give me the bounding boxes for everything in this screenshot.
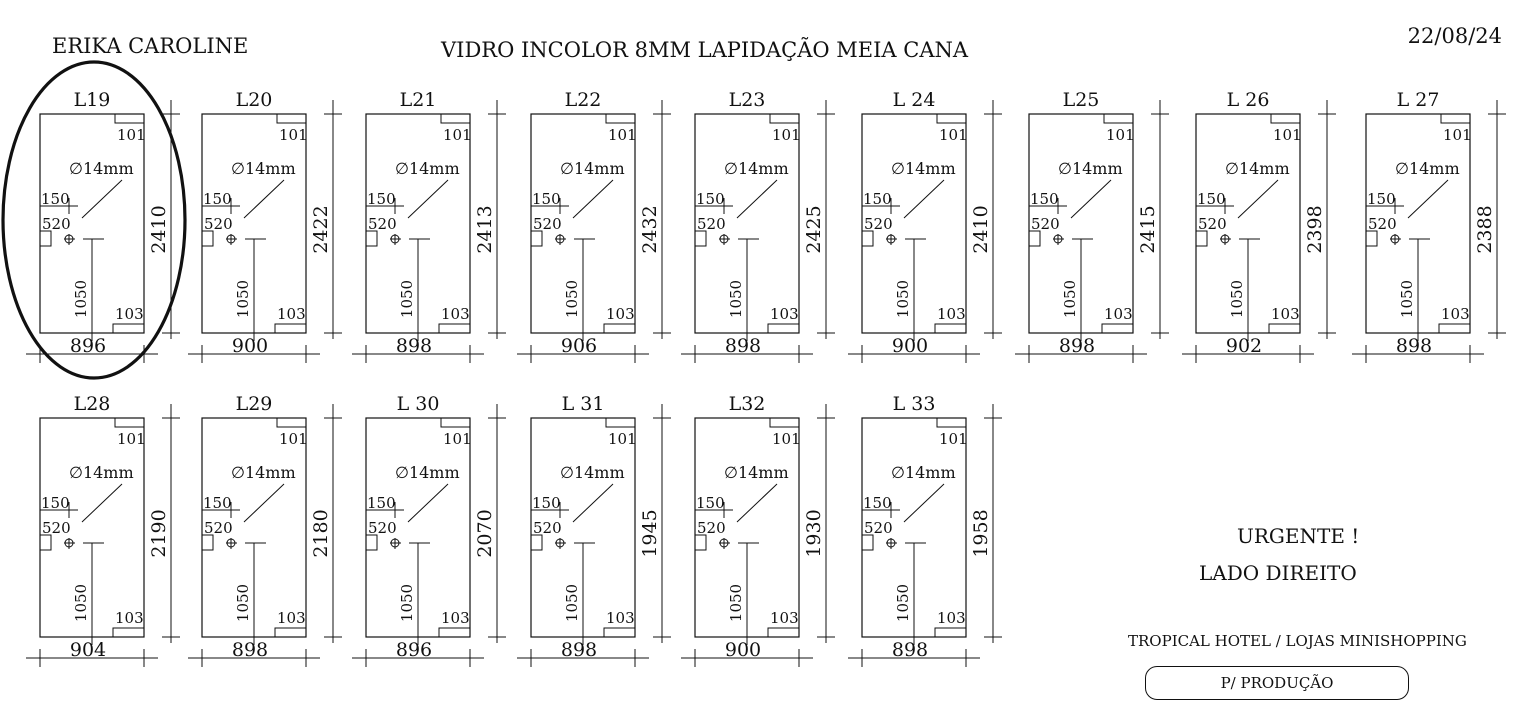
panel-label: L 33 bbox=[892, 393, 936, 415]
offset-520-label: 520 bbox=[864, 215, 893, 233]
offset-520-label: 520 bbox=[368, 519, 397, 537]
height-dimension-label: 2422 bbox=[310, 205, 332, 254]
width-dimension-label: 904 bbox=[69, 639, 107, 661]
hole-diameter-label: ∅14mm bbox=[724, 463, 789, 482]
glass-panel bbox=[848, 89, 1002, 363]
hole-diameter-label: ∅14mm bbox=[231, 159, 296, 178]
width-dimension-label: 898 bbox=[1395, 335, 1433, 357]
glass-panel bbox=[681, 393, 835, 667]
hole-diameter-label: ∅14mm bbox=[395, 159, 460, 178]
offset-150-label: 150 bbox=[367, 190, 396, 208]
corner-notch-bottom bbox=[935, 628, 966, 637]
corner-notch-top bbox=[277, 114, 306, 123]
width-dimension-label: 898 bbox=[724, 335, 762, 357]
corner-notch-bottom bbox=[1439, 324, 1470, 333]
width-dimension-label: 902 bbox=[1225, 335, 1263, 357]
dimension-line bbox=[737, 484, 777, 522]
corner-bottom-label: 103 bbox=[606, 305, 635, 323]
height-dimension-label: 1945 bbox=[639, 509, 661, 558]
dimension-line bbox=[82, 484, 122, 522]
width-dimension-label: 896 bbox=[395, 639, 433, 661]
offset-150-label: 150 bbox=[41, 494, 70, 512]
offset-1050-label: 1050 bbox=[1061, 279, 1079, 319]
offset-1050-label: 1050 bbox=[727, 279, 745, 319]
offset-1050-label: 1050 bbox=[398, 279, 416, 319]
offset-150-label: 150 bbox=[203, 190, 232, 208]
hinge-cutout bbox=[862, 231, 873, 246]
offset-520-label: 520 bbox=[533, 215, 562, 233]
corner-top-label: 101 bbox=[772, 126, 801, 144]
panel-label: L22 bbox=[564, 89, 602, 111]
glass-panel bbox=[848, 393, 1002, 667]
glass-panel bbox=[352, 393, 506, 667]
corner-bottom-label: 103 bbox=[441, 305, 470, 323]
hinge-cutout bbox=[1196, 231, 1207, 246]
corner-notch-top bbox=[115, 418, 144, 427]
hole-diameter-label: ∅14mm bbox=[724, 159, 789, 178]
corner-notch-top bbox=[606, 114, 635, 123]
corner-notch-bottom bbox=[1269, 324, 1300, 333]
height-dimension-label: 2180 bbox=[310, 509, 332, 558]
offset-1050-label: 1050 bbox=[894, 583, 912, 623]
corner-notch-bottom bbox=[113, 628, 144, 637]
corner-bottom-label: 103 bbox=[277, 609, 306, 627]
offset-150-label: 150 bbox=[532, 190, 561, 208]
width-dimension-label: 898 bbox=[891, 639, 929, 661]
corner-notch-bottom bbox=[1102, 324, 1133, 333]
client-name: ERIKA CAROLINE bbox=[52, 34, 249, 58]
height-dimension-label: 2432 bbox=[639, 205, 661, 254]
corner-bottom-label: 103 bbox=[1104, 305, 1133, 323]
offset-1050-label: 1050 bbox=[894, 279, 912, 319]
corner-bottom-label: 103 bbox=[441, 609, 470, 627]
corner-notch-bottom bbox=[768, 324, 799, 333]
corner-top-label: 101 bbox=[1273, 126, 1302, 144]
dimension-line bbox=[904, 484, 944, 522]
corner-bottom-label: 103 bbox=[277, 305, 306, 323]
hole-diameter-label: ∅14mm bbox=[891, 159, 956, 178]
dimension-line bbox=[244, 484, 284, 522]
panel-label: L 30 bbox=[396, 393, 440, 415]
offset-1050-label: 1050 bbox=[563, 279, 581, 319]
offset-150-label: 150 bbox=[696, 190, 725, 208]
glass-panel bbox=[517, 393, 671, 667]
corner-notch-bottom bbox=[935, 324, 966, 333]
offset-520-label: 520 bbox=[864, 519, 893, 537]
offset-1050-label: 1050 bbox=[727, 583, 745, 623]
height-dimension-label: 2190 bbox=[148, 509, 170, 558]
offset-1050-label: 1050 bbox=[398, 583, 416, 623]
offset-1050-label: 1050 bbox=[234, 583, 252, 623]
corner-top-label: 101 bbox=[608, 126, 637, 144]
corner-notch-top bbox=[1104, 114, 1133, 123]
corner-notch-bottom bbox=[275, 628, 306, 637]
dimension-line bbox=[408, 484, 448, 522]
width-dimension-label: 898 bbox=[560, 639, 598, 661]
side-note: LADO DIREITO bbox=[1199, 561, 1357, 585]
hole-diameter-label: ∅14mm bbox=[891, 463, 956, 482]
width-dimension-label: 906 bbox=[560, 335, 598, 357]
corner-bottom-label: 103 bbox=[1441, 305, 1470, 323]
offset-1050-label: 1050 bbox=[563, 583, 581, 623]
offset-520-label: 520 bbox=[697, 215, 726, 233]
panel-label: L25 bbox=[1062, 89, 1100, 111]
height-dimension-label: 2410 bbox=[970, 205, 992, 254]
offset-150-label: 150 bbox=[532, 494, 561, 512]
corner-notch-top bbox=[277, 418, 306, 427]
corner-bottom-label: 103 bbox=[937, 305, 966, 323]
height-dimension-label: 1958 bbox=[970, 509, 992, 558]
glass-panel bbox=[1352, 89, 1506, 363]
status-label: P/ PRODUÇÃO bbox=[1220, 674, 1334, 692]
corner-notch-top bbox=[115, 114, 144, 123]
offset-150-label: 150 bbox=[203, 494, 232, 512]
hinge-cutout bbox=[366, 535, 377, 550]
hinge-cutout bbox=[531, 231, 542, 246]
offset-520-label: 520 bbox=[204, 519, 233, 537]
panel-label: L29 bbox=[235, 393, 273, 415]
hinge-cutout bbox=[1029, 231, 1040, 246]
corner-top-label: 101 bbox=[1443, 126, 1472, 144]
urgent-note: URGENTE ! bbox=[1237, 524, 1360, 548]
hinge-cutout bbox=[366, 231, 377, 246]
height-dimension-label: 1930 bbox=[803, 509, 825, 558]
height-dimension-label: 2415 bbox=[1137, 205, 1159, 254]
offset-520-label: 520 bbox=[1031, 215, 1060, 233]
corner-notch-bottom bbox=[604, 324, 635, 333]
height-dimension-label: 2425 bbox=[803, 205, 825, 254]
dimension-line bbox=[408, 180, 448, 218]
glass-panel bbox=[26, 393, 180, 667]
dimension-line bbox=[1071, 180, 1111, 218]
hinge-cutout bbox=[202, 535, 213, 550]
offset-520-label: 520 bbox=[697, 519, 726, 537]
glass-panel bbox=[1015, 89, 1169, 363]
offset-520-label: 520 bbox=[1368, 215, 1397, 233]
date-label: 22/08/24 bbox=[1407, 24, 1502, 48]
corner-notch-bottom bbox=[439, 324, 470, 333]
dimension-line bbox=[904, 180, 944, 218]
offset-520-label: 520 bbox=[204, 215, 233, 233]
corner-top-label: 101 bbox=[1106, 126, 1135, 144]
offset-150-label: 150 bbox=[696, 494, 725, 512]
height-dimension-label: 2413 bbox=[474, 205, 496, 254]
corner-notch-top bbox=[606, 418, 635, 427]
width-dimension-label: 900 bbox=[231, 335, 269, 357]
panel-label: L20 bbox=[235, 89, 273, 111]
corner-top-label: 101 bbox=[608, 430, 637, 448]
panel-label: L 26 bbox=[1226, 89, 1270, 111]
dimension-line bbox=[737, 180, 777, 218]
height-dimension-label: 2070 bbox=[474, 509, 496, 558]
material-spec: VIDRO INCOLOR 8MM LAPIDAÇÃO MEIA CANA bbox=[441, 38, 969, 62]
corner-notch-top bbox=[1271, 114, 1300, 123]
corner-notch-bottom bbox=[439, 628, 470, 637]
dimension-line bbox=[573, 484, 613, 522]
corner-bottom-label: 103 bbox=[770, 609, 799, 627]
corner-top-label: 101 bbox=[117, 126, 146, 144]
panel-label: L19 bbox=[73, 89, 111, 111]
offset-520-label: 520 bbox=[533, 519, 562, 537]
width-dimension-label: 898 bbox=[231, 639, 269, 661]
corner-notch-bottom bbox=[113, 324, 144, 333]
hole-diameter-label: ∅14mm bbox=[1058, 159, 1123, 178]
corner-notch-top bbox=[770, 418, 799, 427]
offset-520-label: 520 bbox=[42, 519, 71, 537]
dimension-line bbox=[1238, 180, 1278, 218]
dimension-line bbox=[82, 180, 122, 218]
hole-diameter-label: ∅14mm bbox=[231, 463, 296, 482]
hinge-cutout bbox=[531, 535, 542, 550]
corner-bottom-label: 103 bbox=[606, 609, 635, 627]
width-dimension-label: 900 bbox=[891, 335, 929, 357]
corner-top-label: 101 bbox=[443, 430, 472, 448]
hole-diameter-label: ∅14mm bbox=[1225, 159, 1290, 178]
width-dimension-label: 896 bbox=[69, 335, 107, 357]
offset-1050-label: 1050 bbox=[72, 279, 90, 319]
corner-notch-top bbox=[770, 114, 799, 123]
offset-150-label: 150 bbox=[1197, 190, 1226, 208]
glass-panel bbox=[1182, 89, 1336, 363]
hole-diameter-label: ∅14mm bbox=[560, 463, 625, 482]
corner-notch-bottom bbox=[768, 628, 799, 637]
panel-label: L 31 bbox=[561, 393, 605, 415]
offset-150-label: 150 bbox=[1367, 190, 1396, 208]
offset-1050-label: 1050 bbox=[234, 279, 252, 319]
status-button[interactable] bbox=[1145, 666, 1409, 700]
offset-1050-label: 1050 bbox=[1228, 279, 1246, 319]
corner-top-label: 101 bbox=[443, 126, 472, 144]
offset-520-label: 520 bbox=[42, 215, 71, 233]
offset-1050-label: 1050 bbox=[1398, 279, 1416, 319]
glass-panel bbox=[188, 393, 342, 667]
corner-bottom-label: 103 bbox=[115, 305, 144, 323]
hole-diameter-label: ∅14mm bbox=[1395, 159, 1460, 178]
hinge-cutout bbox=[40, 535, 51, 550]
corner-top-label: 101 bbox=[939, 126, 968, 144]
corner-bottom-label: 103 bbox=[937, 609, 966, 627]
width-dimension-label: 900 bbox=[724, 639, 762, 661]
corner-bottom-label: 103 bbox=[115, 609, 144, 627]
hole-diameter-label: ∅14mm bbox=[560, 159, 625, 178]
corner-notch-top bbox=[937, 418, 966, 427]
offset-150-label: 150 bbox=[1030, 190, 1059, 208]
dimension-line bbox=[1408, 180, 1448, 218]
corner-top-label: 101 bbox=[117, 430, 146, 448]
panel-label: L 27 bbox=[1396, 89, 1440, 111]
hinge-cutout bbox=[40, 231, 51, 246]
offset-520-label: 520 bbox=[1198, 215, 1227, 233]
glass-panel bbox=[3, 62, 185, 378]
height-dimension-label: 2410 bbox=[148, 205, 170, 254]
corner-notch-top bbox=[441, 114, 470, 123]
panel-label: L 24 bbox=[892, 89, 936, 111]
hinge-cutout bbox=[695, 535, 706, 550]
glass-panel bbox=[517, 89, 671, 363]
glass-panel bbox=[352, 89, 506, 363]
hinge-cutout bbox=[862, 535, 873, 550]
panel-label: L28 bbox=[73, 393, 111, 415]
glass-panel bbox=[188, 89, 342, 363]
height-dimension-label: 2398 bbox=[1304, 205, 1326, 254]
hinge-cutout bbox=[1366, 231, 1377, 246]
offset-150-label: 150 bbox=[863, 494, 892, 512]
width-dimension-label: 898 bbox=[395, 335, 433, 357]
offset-520-label: 520 bbox=[368, 215, 397, 233]
corner-top-label: 101 bbox=[279, 430, 308, 448]
hinge-cutout bbox=[202, 231, 213, 246]
corner-top-label: 101 bbox=[279, 126, 308, 144]
corner-notch-top bbox=[441, 418, 470, 427]
offset-150-label: 150 bbox=[41, 190, 70, 208]
width-dimension-label: 898 bbox=[1058, 335, 1096, 357]
hole-diameter-label: ∅14mm bbox=[69, 159, 134, 178]
dimension-line bbox=[573, 180, 613, 218]
offset-150-label: 150 bbox=[367, 494, 396, 512]
corner-notch-bottom bbox=[275, 324, 306, 333]
hinge-cutout bbox=[695, 231, 706, 246]
corner-top-label: 101 bbox=[939, 430, 968, 448]
corner-top-label: 101 bbox=[772, 430, 801, 448]
project-name: TROPICAL HOTEL / LOJAS MINISHOPPING bbox=[1128, 632, 1467, 650]
dimension-line bbox=[244, 180, 284, 218]
glass-panel bbox=[681, 89, 835, 363]
panel-label: L21 bbox=[399, 89, 437, 111]
offset-150-label: 150 bbox=[863, 190, 892, 208]
corner-notch-bottom bbox=[604, 628, 635, 637]
offset-1050-label: 1050 bbox=[72, 583, 90, 623]
corner-notch-top bbox=[1441, 114, 1470, 123]
panel-label: L32 bbox=[728, 393, 766, 415]
height-dimension-label: 2388 bbox=[1474, 205, 1496, 254]
hole-diameter-label: ∅14mm bbox=[395, 463, 460, 482]
panel-label: L23 bbox=[728, 89, 766, 111]
corner-notch-top bbox=[937, 114, 966, 123]
corner-bottom-label: 103 bbox=[770, 305, 799, 323]
corner-bottom-label: 103 bbox=[1271, 305, 1300, 323]
hole-diameter-label: ∅14mm bbox=[69, 463, 134, 482]
